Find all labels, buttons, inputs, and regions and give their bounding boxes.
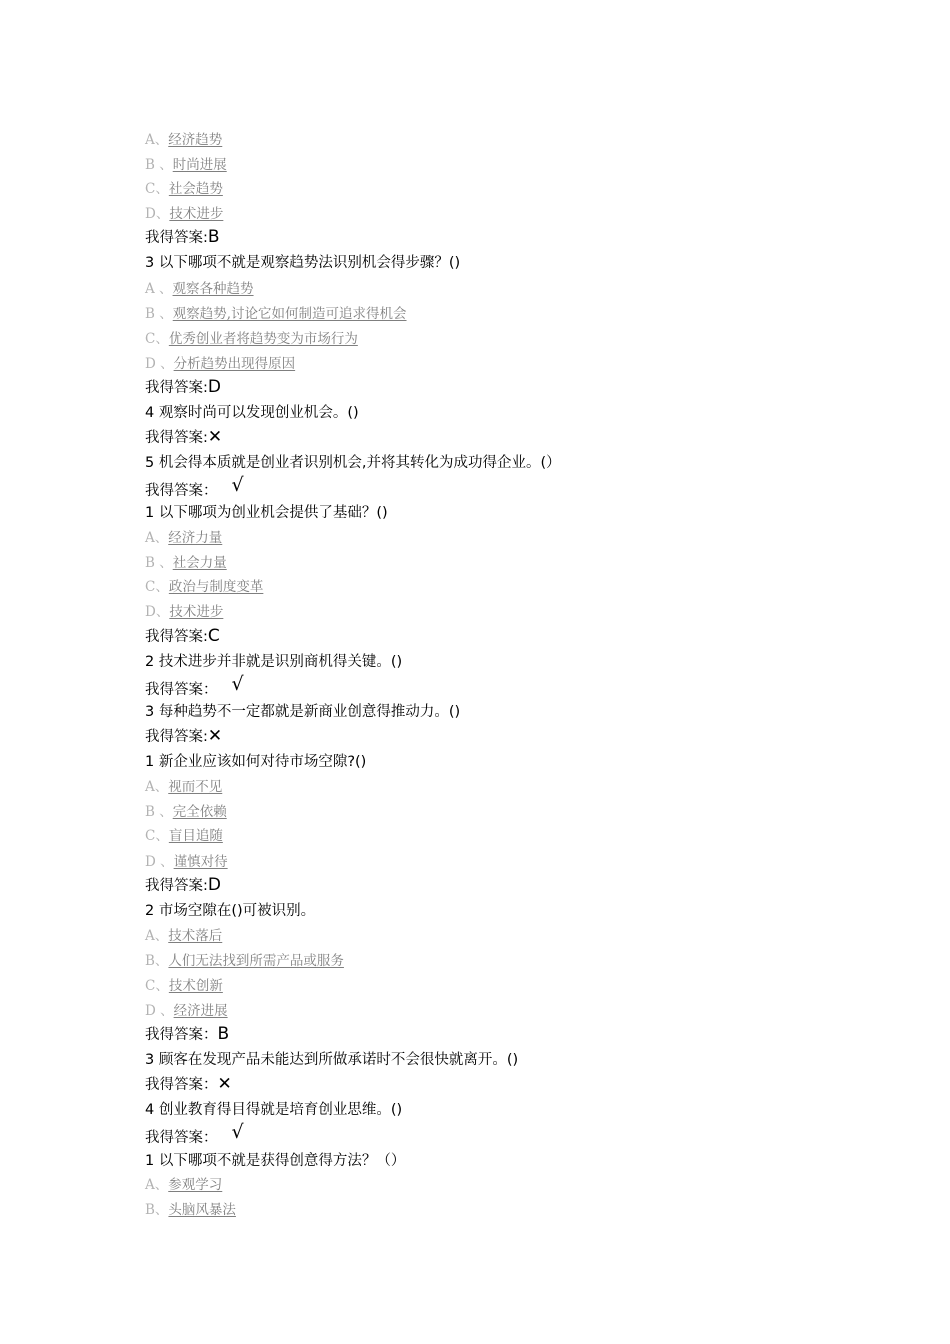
answer-label: 我得答案:: [145, 230, 208, 246]
my-answer: [145, 874, 221, 895]
option-letter: A: [145, 1177, 155, 1193]
option-separator: 、: [155, 206, 170, 222]
option-separator: 、: [159, 804, 173, 820]
option-separator: 、: [155, 181, 169, 197]
question-text: 1 新企业应该如何对待市场空隙?(): [145, 754, 367, 770]
option-text: 社会力量: [172, 555, 227, 571]
option-separator: 、: [154, 1202, 169, 1218]
option-letter: A: [145, 132, 155, 148]
answer-option: [145, 575, 263, 595]
option-text: 盲目追随: [168, 828, 223, 844]
question-text: 3 以下哪项不就是观察趋势法识别机会得步骤？(): [145, 255, 461, 271]
option-text: 社会趋势: [168, 181, 223, 197]
answer-label: 我得答案：: [145, 1077, 218, 1093]
answer-option: [145, 302, 407, 322]
my-answer: [145, 426, 222, 447]
answer-option: [145, 352, 295, 372]
option-text: 观察趋势,讨论它如何制造可追求得机会: [172, 306, 407, 322]
option-letter: B: [145, 157, 160, 173]
option-separator: 、: [159, 157, 173, 173]
option-text: 视而不见: [168, 779, 223, 795]
my-answer: [145, 1023, 229, 1044]
answer-option: [145, 824, 223, 844]
option-separator: 、: [155, 978, 169, 994]
option-text: 人们无法找到所需产品或服务: [168, 953, 344, 969]
option-text: 技术落后: [168, 928, 223, 944]
cross-icon: ✕: [207, 427, 223, 447]
answer-value: C: [207, 626, 220, 646]
my-answer: [145, 625, 220, 646]
answer-label: 我得答案:: [145, 430, 208, 446]
option-separator: 、: [160, 356, 174, 372]
option-separator: 、: [154, 1177, 169, 1193]
question-text: 3 顾客在发现产品未能达到所做承诺时不会很快就离开。(): [145, 1052, 519, 1068]
answer-option: [145, 128, 222, 148]
option-separator: 、: [154, 953, 169, 969]
answer-label: 我得答案：: [145, 682, 218, 698]
option-letter: B: [145, 555, 160, 571]
answer-label: 我得答案:: [145, 729, 208, 745]
option-text: 技术创新: [168, 978, 223, 994]
answer-option: [145, 277, 254, 297]
option-separator: 、: [154, 132, 169, 148]
option-letter: D: [145, 206, 156, 222]
answer-value: B: [217, 1024, 230, 1044]
option-letter: C: [145, 331, 156, 347]
answer-label: 我得答案:: [145, 629, 208, 645]
question-text: 5 机会得本质就是创业者识别机会,并将其转化为成功得企业。(）: [145, 455, 561, 471]
cross-icon: ✕: [207, 726, 223, 746]
answer-value: B: [207, 227, 220, 247]
option-separator: 、: [155, 331, 169, 347]
my-answer: [145, 673, 244, 699]
question-text: 4 创业教育得目得就是培育创业思维。(): [145, 1102, 403, 1118]
answer-label: 我得答案:: [145, 380, 208, 396]
my-answer: [145, 226, 220, 247]
option-text: 分析趋势出现得原因: [173, 356, 296, 372]
answer-label: 我得答案：: [145, 1130, 218, 1146]
answer-label: 我得答案:: [145, 878, 208, 894]
question-text: 3 每种趋势不一定都就是新商业创意得推动力。(): [145, 704, 461, 720]
option-letter: B: [145, 306, 160, 322]
checkmark-icon: √: [231, 1121, 244, 1143]
answer-option: [145, 177, 223, 197]
checkmark-icon: √: [231, 474, 244, 496]
option-letter: B: [145, 953, 155, 969]
option-letter: D: [145, 1003, 161, 1019]
option-separator: 、: [154, 779, 169, 795]
answer-option: [145, 999, 228, 1019]
option-letter: B: [145, 1202, 155, 1218]
answer-option: [145, 800, 227, 820]
option-separator: 、: [155, 828, 169, 844]
option-letter: A: [145, 530, 155, 546]
answer-option: [145, 600, 223, 620]
option-separator: 、: [159, 281, 173, 297]
answer-value: D: [207, 875, 221, 895]
my-answer: [145, 1073, 232, 1094]
answer-option: [145, 850, 228, 870]
option-text: 经济趋势: [168, 132, 223, 148]
option-separator: 、: [160, 1003, 174, 1019]
my-answer: [145, 1121, 244, 1147]
option-letter: B: [145, 804, 160, 820]
option-separator: 、: [155, 604, 170, 620]
option-letter: C: [145, 579, 156, 595]
option-letter: A: [145, 928, 155, 944]
answer-option: [145, 775, 222, 795]
option-separator: 、: [159, 306, 173, 322]
option-letter: A: [145, 779, 155, 795]
answer-option: [145, 1198, 236, 1218]
option-letter: D: [145, 854, 161, 870]
answer-value: D: [207, 377, 221, 397]
question-text: 2 技术进步并非就是识别商机得关键。(): [145, 654, 403, 670]
answer-option: [145, 327, 358, 347]
option-letter: A: [145, 281, 160, 297]
option-text: 观察各种趋势: [172, 281, 254, 297]
my-answer: [145, 725, 222, 746]
cross-icon: ✕: [217, 1074, 232, 1094]
answer-option: [145, 924, 222, 944]
option-separator: 、: [155, 579, 169, 595]
answer-option: [145, 202, 223, 222]
answer-option: [145, 949, 344, 969]
checkmark-icon: √: [231, 673, 244, 695]
option-text: 头脑风暴法: [168, 1202, 236, 1218]
option-text: 经济力量: [168, 530, 223, 546]
answer-option: [145, 526, 222, 546]
option-text: 政治与制度变革: [168, 579, 264, 595]
answer-option: [145, 551, 227, 571]
option-text: 优秀创业者将趋势变为市场行为: [168, 331, 358, 347]
answer-option: [145, 1173, 222, 1193]
option-letter: C: [145, 978, 156, 994]
option-text: 完全依赖: [172, 804, 227, 820]
answer-label: 我得答案：: [145, 1027, 218, 1043]
option-separator: 、: [154, 928, 169, 944]
option-letter: D: [145, 604, 156, 620]
question-text: 1 以下哪项为创业机会提供了基础？(): [145, 505, 388, 521]
answer-option: [145, 153, 227, 173]
my-answer: [145, 474, 244, 500]
answer-option: [145, 974, 223, 994]
option-separator: 、: [154, 530, 169, 546]
option-letter: D: [145, 356, 161, 372]
option-text: 技术进步: [169, 206, 224, 222]
option-text: 经济进展: [173, 1003, 228, 1019]
option-text: 时尚进展: [172, 157, 227, 173]
question-text: 4 观察时尚可以发现创业机会。(): [145, 405, 359, 421]
option-letter: C: [145, 181, 156, 197]
question-text: 2 市场空隙在()可被识别。: [145, 903, 316, 919]
option-letter: C: [145, 828, 156, 844]
answer-label: 我得答案：: [145, 483, 218, 499]
question-text: 1 以下哪项不就是获得创意得方法？（）: [145, 1153, 406, 1169]
option-separator: 、: [159, 555, 173, 571]
option-separator: 、: [160, 854, 174, 870]
option-text: 谨慎对待: [173, 854, 228, 870]
option-text: 参观学习: [168, 1177, 223, 1193]
my-answer: [145, 376, 221, 397]
option-text: 技术进步: [169, 604, 224, 620]
